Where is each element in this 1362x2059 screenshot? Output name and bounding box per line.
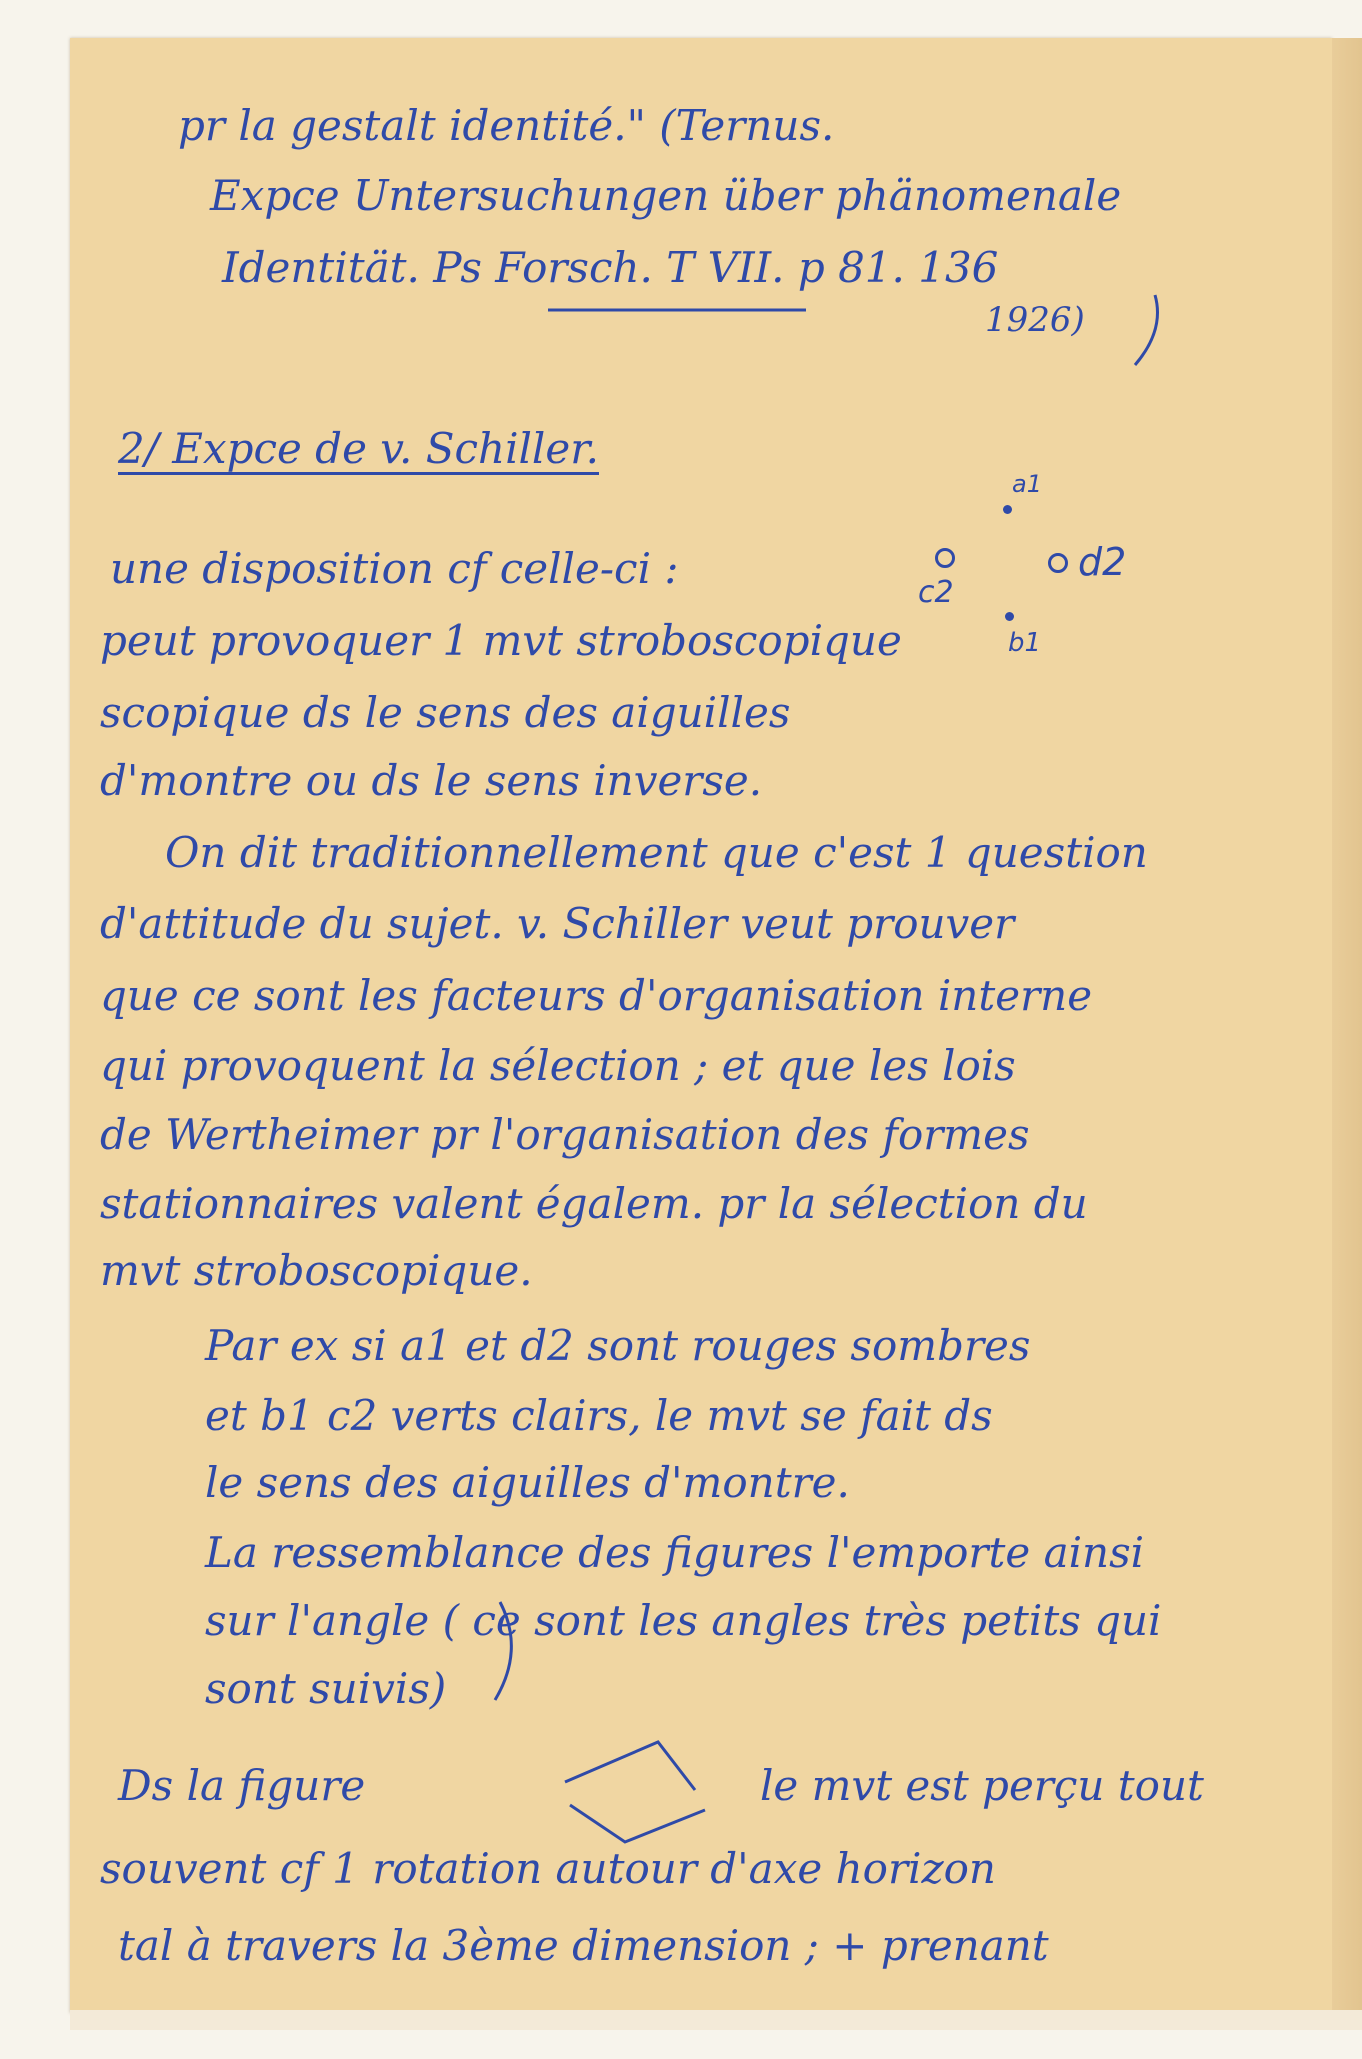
line-6: une disposition cf celle-ci : [110,544,679,593]
angle-figure-top [565,1742,695,1790]
parenthesis-stroke [495,1602,511,1700]
line-14: de Wertheimer pr l'organisation des formes [100,1110,1030,1159]
section-heading: 2/ Expce de v. Schiller. [118,424,600,473]
line-24: le mvt est perçu tout [760,1761,1204,1810]
line-18: et b1 c2 verts clairs, le mvt se fait ds [205,1391,993,1440]
line-16: mvt stroboscopique. [100,1246,533,1295]
line-26: tal à travers la 3ème dimension ; + prenant [118,1921,1049,1970]
line-25: souvent cf 1 rotation autour d'axe horizon [100,1844,996,1893]
line-17: Par ex si a1 et d2 sont rouges sombres [205,1321,1031,1370]
label-b1: b1 [1008,628,1042,658]
label-c2: c2 [918,575,954,610]
line-7: peut provoquer 1 mvt stroboscopique [100,616,902,665]
line-21: sur l'angle ( ce sont les angles très petits qui [205,1596,1162,1645]
line-9: d'montre ou ds le sens inverse. [100,756,763,805]
line-13: qui provoquent la sélection ; et que les lois [100,1041,1016,1090]
line-15: stationnaires valent égalem. pr la sélection du [100,1179,1088,1228]
label-d2: d2 [1078,540,1127,584]
line-10: On dit traditionnellement que c'est 1 question [165,828,1148,877]
line-4: 1926) [985,300,1085,340]
line-2: Expce Untersuchungen über phänomenale [210,171,1122,220]
line-3: Identität. Ps Forsch. T VII. p 81. 136 [222,243,999,292]
line-19: le sens des aiguilles d'montre. [205,1458,850,1507]
closing-bracket-stroke [1135,295,1158,365]
line-11: d'attitude du sujet. v. Schiller veut prouver [100,899,1015,948]
line-22: sont suivis) [205,1664,447,1713]
line-23: Ds la figure [118,1761,366,1810]
line-1: pr la gestalt identité." (Ternus. [178,101,835,150]
line-8: scopique ds le sens des aiguilles [100,688,791,737]
angle-figure-bottom [570,1805,705,1842]
line-12: que ce sont les facteurs d'organisation interne [100,971,1093,1020]
line-20: La ressemblance des figures l'emporte ainsi [205,1528,1145,1577]
label-a1: a1 [1012,470,1042,498]
